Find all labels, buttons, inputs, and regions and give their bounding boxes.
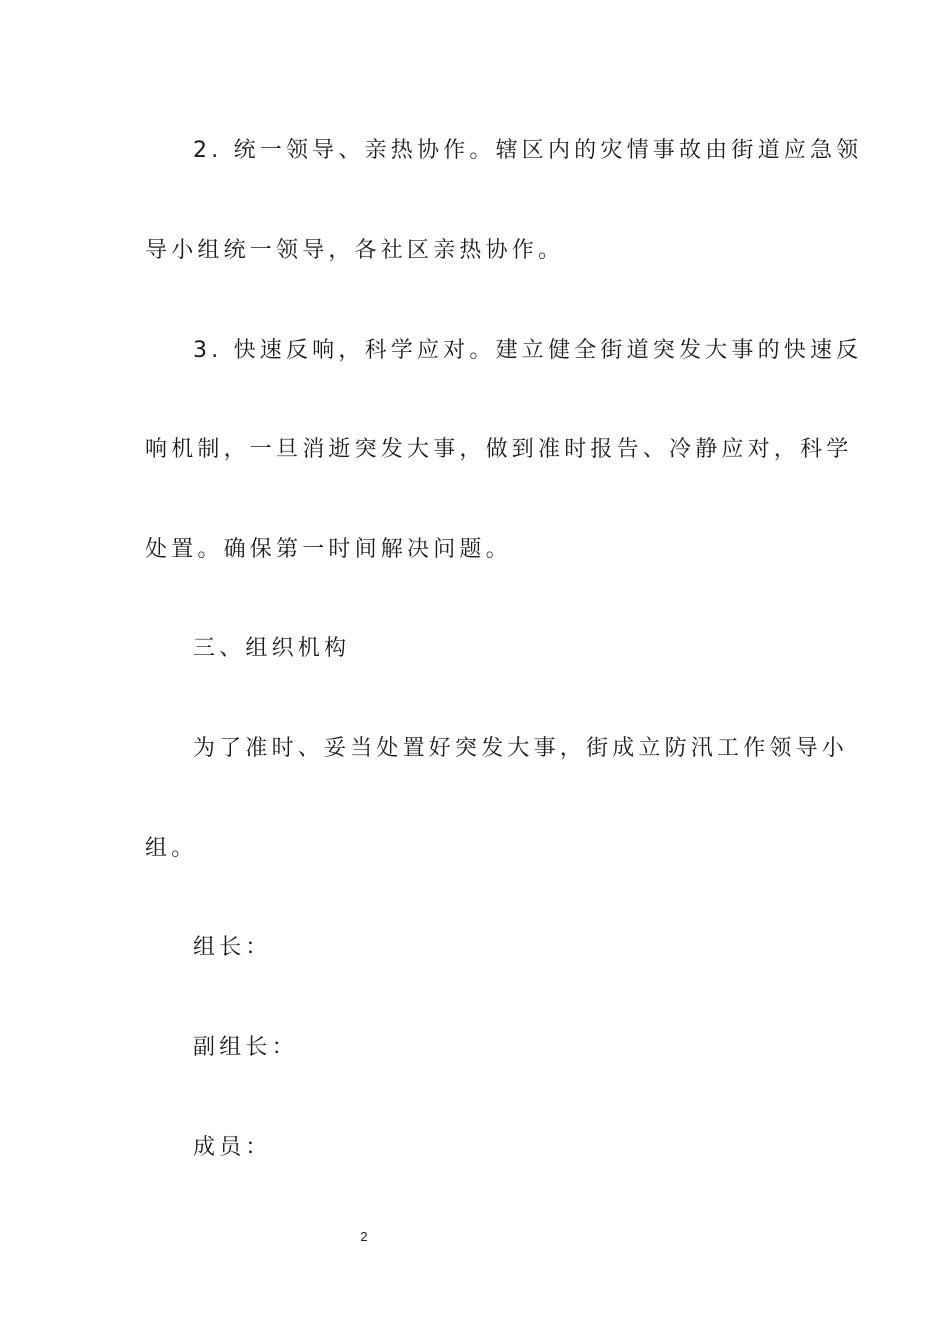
paragraph-unified-leadership-line-2: 导小组统一领导，各社区亲热协作。 <box>145 238 565 263</box>
paragraph-rapid-response-line-2: 响机制，一旦消逝突发大事，做到准时报告、冷静应对，科学 <box>145 437 853 462</box>
page-number: 2 <box>360 1229 368 1244</box>
members-label: 成员： <box>193 1135 272 1160</box>
group-leader-label: 组长： <box>193 935 272 960</box>
paragraph-organization-line-1: 为了准时、妥当处置好突发大事，街成立防汛工作领导小 <box>193 736 849 761</box>
paragraph-rapid-response-line-1: 3. 快速反响，科学应对。建立健全街道突发大事的快速反 <box>193 338 863 363</box>
section-heading-organization: 三、组织机构 <box>193 636 351 661</box>
paragraph-rapid-response-line-3: 处置。确保第一时间解决问题。 <box>145 537 512 562</box>
deputy-group-leader-label: 副组长： <box>193 1035 298 1060</box>
paragraph-organization-line-2: 组。 <box>145 836 198 861</box>
paragraph-unified-leadership-line-1: 2. 统一领导、亲热协作。辖区内的灾情事故由街道应急领 <box>193 138 863 163</box>
